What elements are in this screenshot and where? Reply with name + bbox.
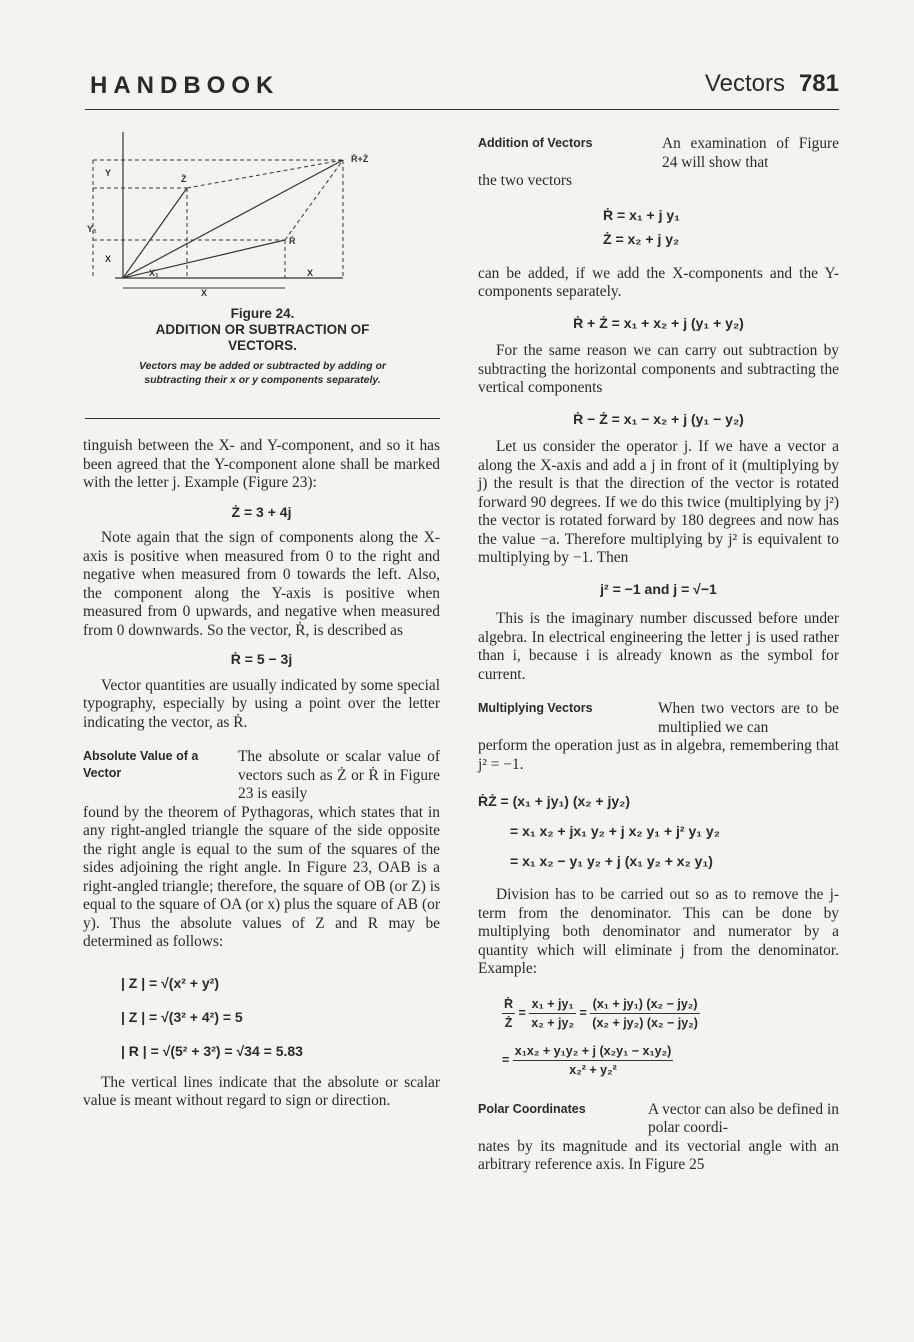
equation: | R | = √(5² + 3²) = √34 = 5.83 bbox=[121, 1042, 303, 1059]
fraction-numerator: Ṙ bbox=[502, 995, 515, 1014]
fraction-denominator: x₂ + jy₂ bbox=[531, 1015, 575, 1030]
paragraph: The vertical lines indicate that the absolute or scalar value is meant without regard to sign or direction. bbox=[83, 1073, 440, 1109]
figure-title: ADDITION OR SUBTRACTION OF VECTORS. bbox=[155, 322, 370, 353]
label-y1: Y₁ bbox=[87, 224, 97, 234]
paragraph: A vector can also be defined in polar coordi- bbox=[648, 1100, 839, 1136]
figure-number: Figure 24. bbox=[230, 306, 295, 321]
section-heading: Absolute Value of a Vector bbox=[83, 749, 199, 780]
vector-z bbox=[123, 188, 187, 278]
equation: Ż = x₂ + j y₂ bbox=[603, 230, 680, 247]
left-column bbox=[83, 437, 440, 1111]
division-example: $\frac{\text{Ṙ}}{Ż}$ = $\frac{\text{x₁ + jy₁}}{\text{x₂ + jy₂}}$ = $\frac{\text{(x₁ + jy₁) (x₂ − jy₂)}}{\text{(x₂ + jy₂) (x₂ − jy₂)}}$ = $\frac{\text{x₁x₂ + y₁y₂ + j (x₂y₁ − x₁y₂)}}{\text{x₂² + y₂²}}$ bbox=[502, 996, 698, 1077]
paragraph: tinguish between the X- and Y-component, and so it has been agreed that the Y-component alone shall be marked with the letter j. Example (Figure 23): bbox=[83, 437, 440, 491]
equation: Ṙ = 5 − 3j bbox=[230, 651, 293, 667]
figure-24-diagram bbox=[85, 128, 445, 300]
section-heading: Addition of Vectors bbox=[478, 136, 593, 150]
paragraph: The absolute or scalar value of vectors such as Ż or Ṙ in Figure 23 is easily bbox=[238, 748, 440, 802]
equation: | Z | = √(3² + 4²) = 5 bbox=[121, 1008, 243, 1025]
paragraph: perform the operation just as in algebra, remembering that j² = −1. bbox=[478, 737, 839, 773]
label-x-right: X bbox=[307, 268, 314, 278]
label-x-bottom: X bbox=[201, 288, 208, 298]
fraction-numerator: (x₁ + jy₁) (x₂ − jy₂) bbox=[590, 995, 700, 1014]
equation: j² = −1 and j = √−1 bbox=[600, 580, 717, 597]
vector-r bbox=[123, 240, 285, 278]
vector-rz bbox=[123, 160, 343, 278]
fraction-denominator: (x₂ + jy₂) (x₂ − jy₂) bbox=[592, 1015, 698, 1030]
running-header-section bbox=[705, 70, 839, 98]
figure-rule bbox=[85, 418, 440, 419]
paragraph: When two vectors are to be multiplied we can bbox=[658, 700, 839, 736]
equation: Ż = 3 + 4j bbox=[231, 503, 292, 520]
paragraph: nates by its magnitude and its vectorial angle with an arbitrary reference axis. In Figure 25 bbox=[478, 1137, 839, 1173]
fraction-denominator: Ż bbox=[504, 1015, 513, 1030]
paragraph: Vector quantities are usually indicated by some special typography, especially by using a point over the letter indicating the vector, as Ṙ. bbox=[83, 676, 440, 731]
section-heading: Polar Coordinates bbox=[478, 1101, 586, 1116]
label-x1: X₁ bbox=[149, 268, 159, 278]
label-rz: Ṙ+Ż bbox=[351, 154, 369, 164]
section-name: Vectors bbox=[704, 70, 785, 97]
header-rule bbox=[85, 109, 839, 110]
paragraph: An examination of Figure 24 will show that bbox=[662, 135, 839, 171]
equation: Ṙ = x₁ + j y₁ bbox=[603, 206, 680, 223]
paragraph: the two vectors bbox=[478, 172, 573, 189]
running-header-title: HANDBOOK bbox=[90, 72, 280, 99]
label-y: Y bbox=[105, 168, 112, 178]
equation: | Z | = √(x² + y²) bbox=[121, 974, 219, 991]
paragraph: can be added, if we add the X-components and the Y-components separately. bbox=[478, 264, 839, 300]
right-column bbox=[478, 135, 839, 1175]
equation: = x₁ x₂ − y₁ y₂ + j (x₁ y₂ + x₂ y₁) bbox=[510, 853, 713, 869]
equation: = x₁ x₂ + jx₁ y₂ + j x₂ y₁ + j² y₁ y₂ bbox=[510, 823, 720, 839]
fraction-numerator: x₁ + jy₁ bbox=[529, 995, 576, 1014]
figure-caption: Vectors may be added or subtracted by adding or subtracting their x or y components separately. bbox=[138, 360, 386, 386]
paragraph: Division has to be carried out so as to remove the j-term from the denominator. This can be done by multiplying both denominator and numerator by a quantity which will eliminate j from the denominator. Example: bbox=[478, 886, 839, 977]
fraction-denominator: x₂² + y₂² bbox=[569, 1062, 617, 1077]
paragraph: Note again that the sign of components along the X-axis is positive when measured from 0 to the right and negative when measured from 0 towards the left. Also, the component along the Y-axis is positive when measured from 0 upwards, and negative when measured from 0 downwards. So the vector, Ṙ, is described as bbox=[83, 529, 440, 639]
equation: Ṙ + Ż = x₁ + x₂ + j (y₁ + y₂) bbox=[573, 314, 744, 331]
label-r: Ṙ bbox=[289, 236, 296, 246]
paragraph: found by the theorem of Pythagoras, which states that in any right-angled triangle the square of the side opposite the right angle is equal to the sum of the squares of the sides adjoining the right angle. In Figure 23, OAB is a right-angled triangle; therefore, the square of OB (or Z) is equal to the square of OA (or x) plus the square of AB (or y). Thus the absolute values of Z and R may be determined as follows: bbox=[83, 803, 440, 950]
fraction-numerator: x₁x₂ + y₁y₂ + j (x₂y₁ − x₁y₂) bbox=[513, 1042, 674, 1061]
label-x: X bbox=[105, 254, 112, 264]
equation: ṘŻ = (x₁ + jy₁) (x₂ + jy₂) bbox=[478, 793, 631, 809]
paragraph: This is the imaginary number discussed before under algebra. In electrical engineering the letter j is used rather than i, because i is already known as the symbol for current. bbox=[478, 610, 839, 683]
section-heading: Multiplying Vectors bbox=[478, 701, 593, 715]
equation: Ṙ − Ż = x₁ − x₂ + j (y₁ − y₂) bbox=[573, 410, 744, 427]
page-number: 781 bbox=[798, 70, 839, 97]
paragraph: For the same reason we can carry out subtraction by subtracting the horizontal components and subtracting the vertical components bbox=[478, 342, 839, 396]
paragraph: Let us consider the operator j. If we have a vector a along the X-axis and add a j in front of it (multiplying by j) the result is that the direction of the vector is rotated forward 90 degrees. If we do this twice (multiplying by j²) the vector is rotated forward by 180 degrees and now has the value −a. Therefore multiplying by j² is equivalent to multiplying by −1. Then bbox=[478, 438, 839, 566]
label-z: Ż bbox=[181, 174, 187, 184]
